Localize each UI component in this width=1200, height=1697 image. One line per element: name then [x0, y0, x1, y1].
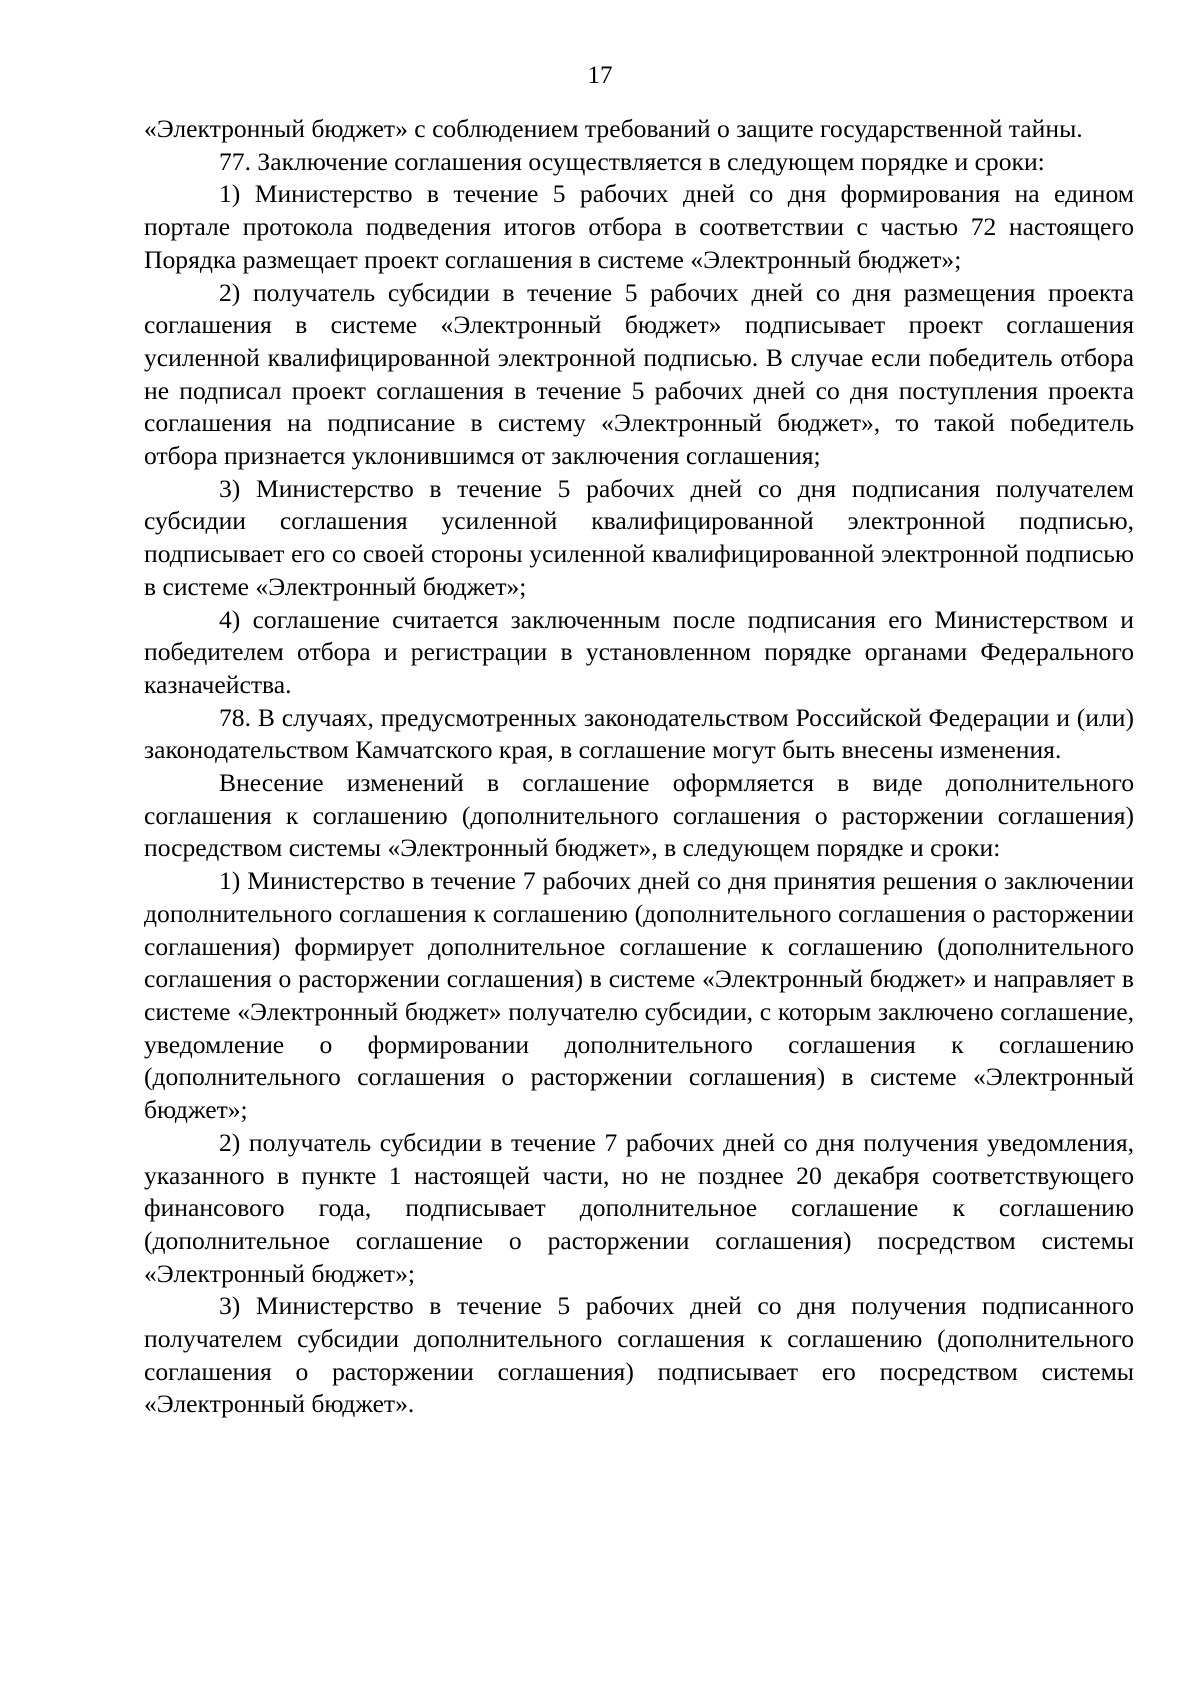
paragraph-77-item-2: 2) получатель субсидии в течение 5 рабочих дней со дня размещения проекта соглашения в системе «Электронный бюджет» подписывает проект соглашения усиленной квалифицированной электронной подписью. В случае если победитель отбора не подписал проект соглашения в течение 5 рабочих дней со дня поступления проекта соглашения на подписание в систему «Электронный бюджет», то такой победитель отбора признается уклонившимся от заключения соглашения; [144, 277, 1134, 471]
paragraph-77-item-4: 4) соглашение считается заключенным после подписания его Министерством и победителем отбора и регистрации в установленном порядке органами Федерального казначейства. [144, 604, 1134, 699]
paragraph-78-item-3: 3) Министерство в течение 5 рабочих дней со дня получения подписанного получателем субсидии дополнительного соглашения к соглашению (дополнительного соглашения о расторжении соглашения) подписывает его посредством системы «Электронный бюджет». [144, 1291, 1134, 1419]
paragraph-78-amendment-procedure: Внесение изменений в соглашение оформляется в виде дополнительного соглашения к соглашению (дополнительного соглашения о расторжении соглашения) посредством системы «Электронный бюджет», в следующем порядке и сроки: [144, 768, 1134, 863]
paragraph-77-item-1: 1) Министерство в течение 5 рабочих дней со дня формирования на едином портале протокола подведения итогов отбора в соответствии с частью 72 настоящего Порядка размещает проект соглашения в системе «Электронный бюджет»; [144, 179, 1134, 274]
document-body [144, 113, 1134, 1421]
paragraph-continuation: «Электронный бюджет» с соблюдением требований о защите государственной тайны. [144, 114, 1083, 143]
paragraph-78-item-2: 2) получатель субсидии в течение 7 рабочих дней со дня получения уведомления, указанного в пункте 1 настоящей части, но не позднее 20 декабря соответствующего финансового года, подписывает дополнительное соглашение к соглашению (дополнительное соглашение о расторжении соглашения) посредством системы «Электронный бюджет»; [144, 1127, 1134, 1288]
page-number: 17 [587, 62, 613, 89]
paragraph-77: 77. Заключение соглашения осуществляется в следующем порядке и сроки: [219, 146, 1045, 176]
paragraph-78: 78. В случаях, предусмотренных законодательством Российской Федерации и (или) законодательством Камчатского края, в соглашение могут быть внесены изменения. [144, 702, 1134, 765]
paragraph-78-item-1: 1) Министерство в течение 7 рабочих дней со дня принятия решения о заключении дополнительного соглашения к соглашению (дополнительного соглашения о расторжении соглашения) формирует дополнительное соглашение к соглашению (дополнительного соглашения о расторжении соглашения) в системе «Электронный бюджет» и направляет в системе «Электронный бюджет» получателю субсидии, с которым заключено соглашение, уведомление о формировании дополнительного соглашения к соглашению (дополнительного соглашения о расторжении соглашения) в системе «Электронный бюджет»; [144, 866, 1134, 1125]
paragraph-77-item-3: 3) Министерство в течение 5 рабочих дней со дня подписания получателем субсидии соглашения усиленной квалифицированной электронной подписью, подписывает его со своей стороны усиленной квалифицированной электронной подписью в системе «Электронный бюджет»; [144, 473, 1134, 601]
